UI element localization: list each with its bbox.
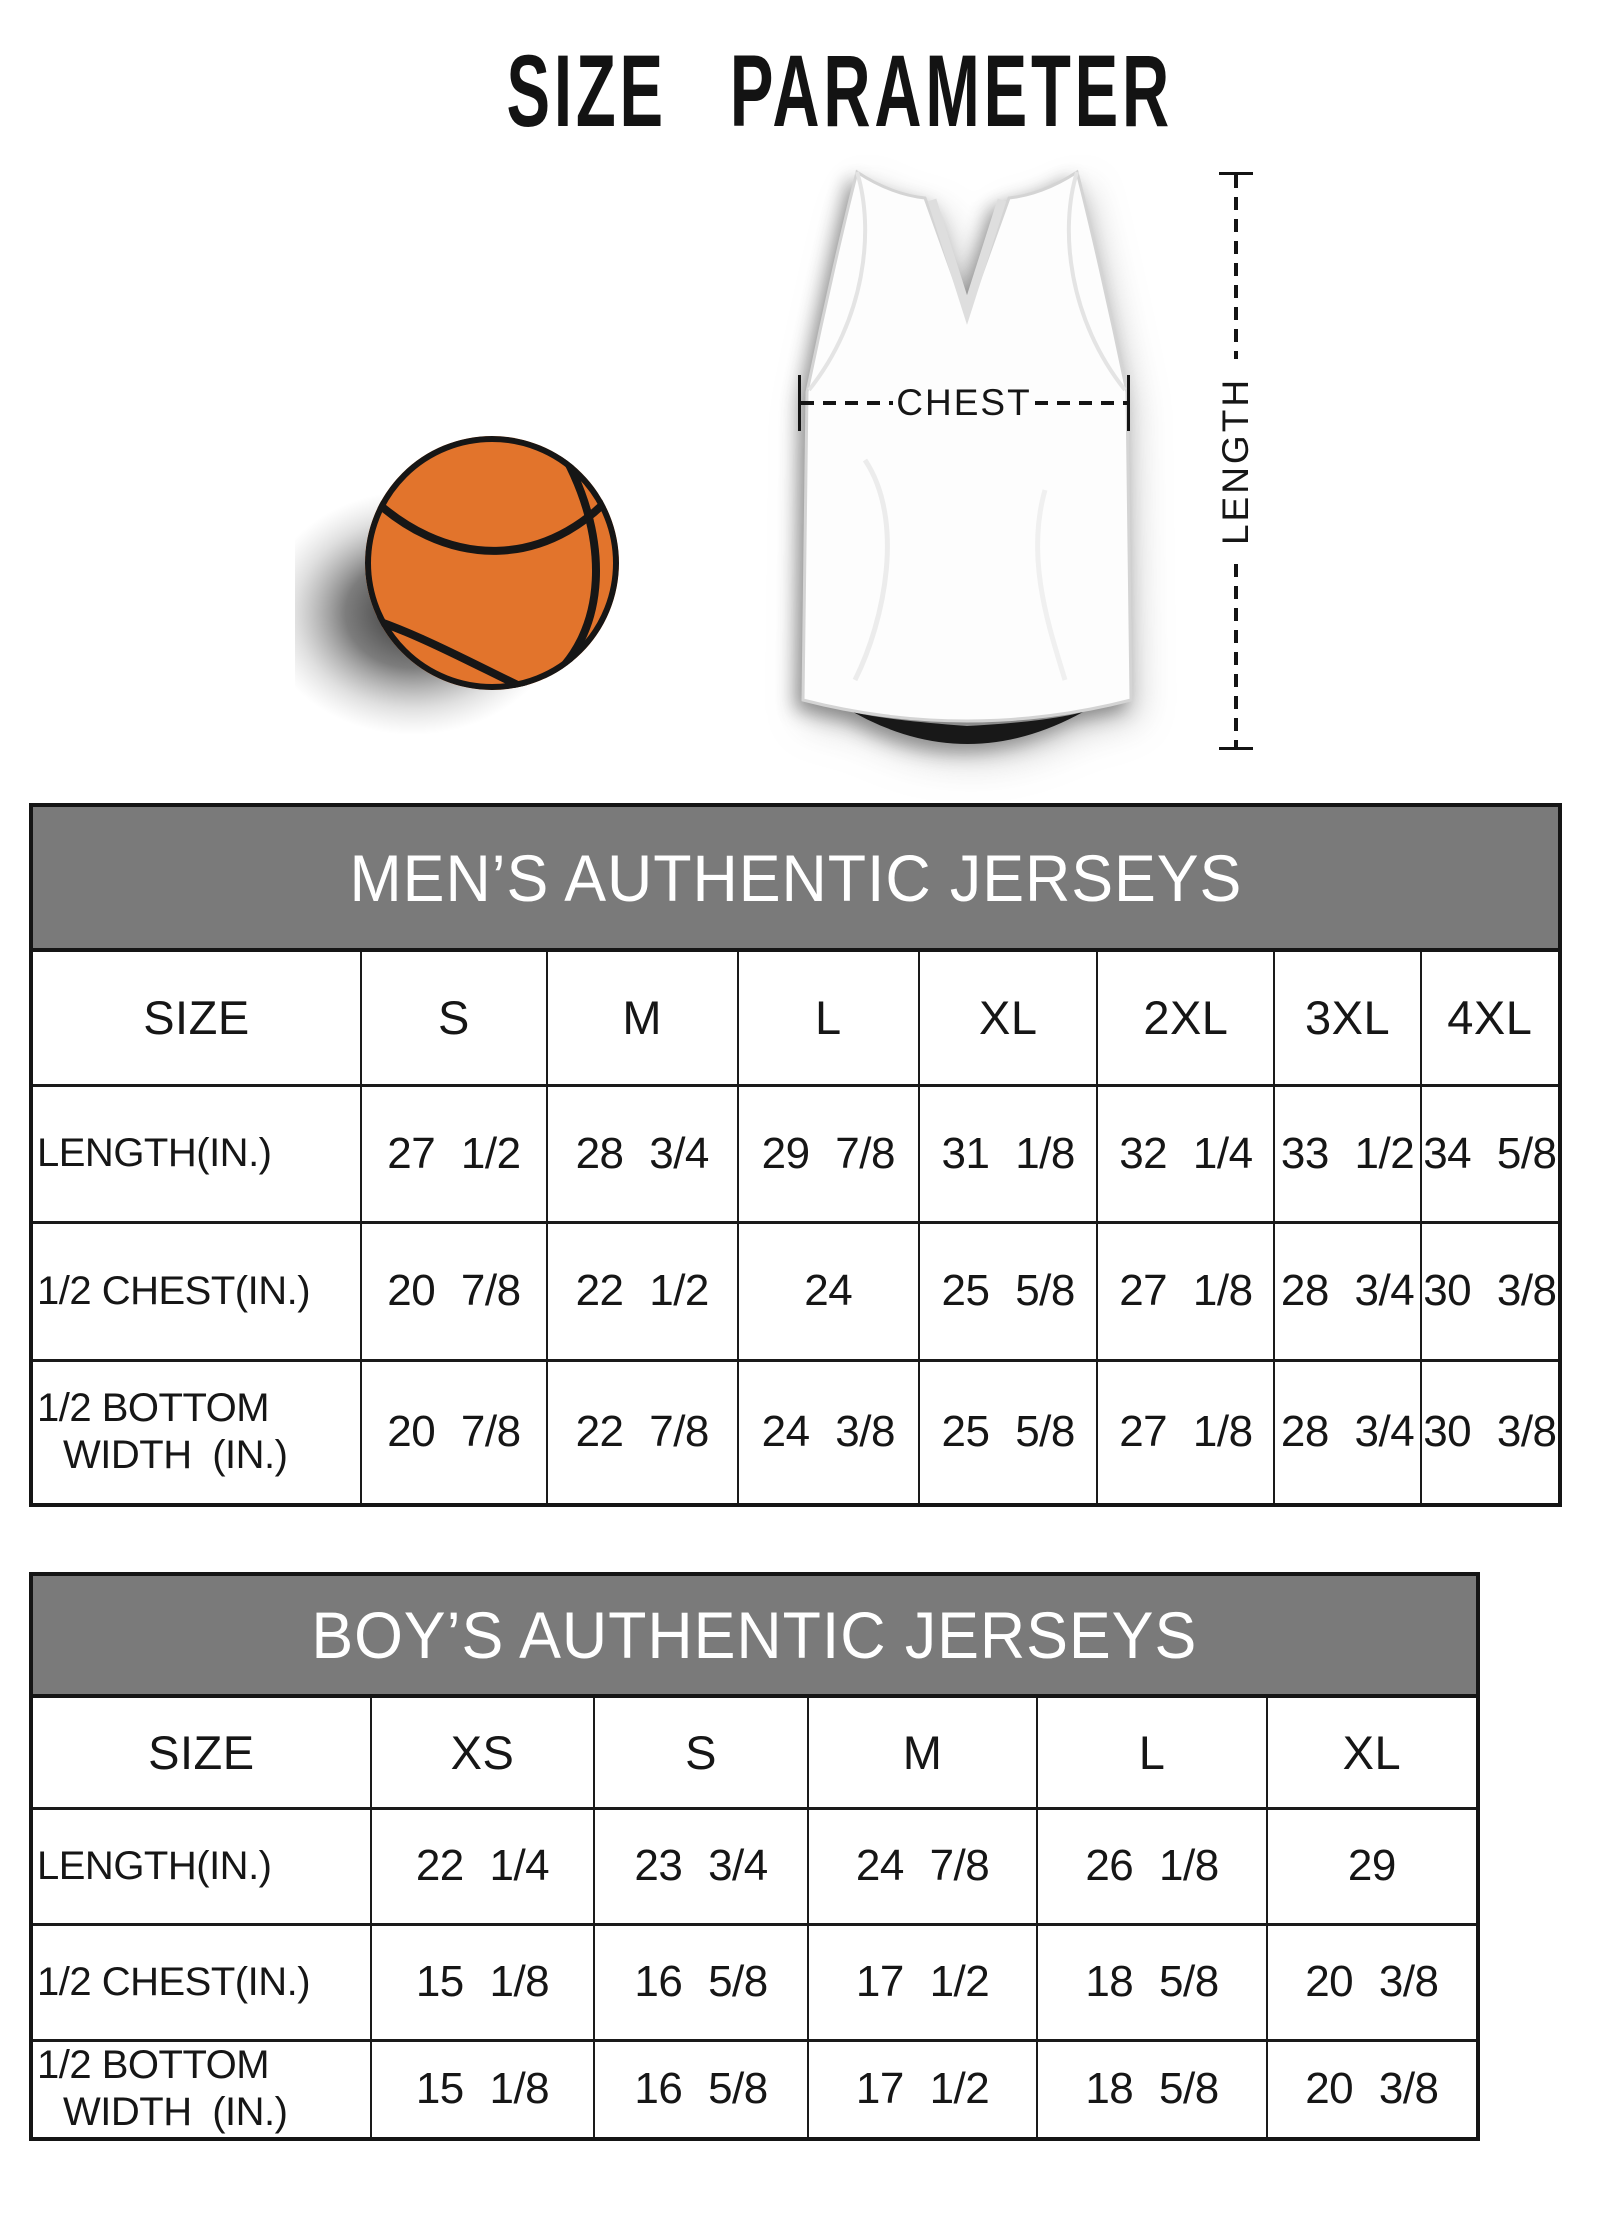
value-cell: 27 1/2 — [361, 1085, 547, 1222]
size-col-cell: M — [808, 1698, 1037, 1808]
value-cell: 27 1/8 — [1097, 1222, 1274, 1360]
boys-bottom-width-row — [33, 2040, 1476, 2137]
size-col-cell: L — [738, 952, 919, 1085]
chest-label: CHEST — [896, 382, 1032, 423]
size-col-cell: 3XL — [1274, 952, 1420, 1085]
value-cell: 22 7/8 — [547, 1360, 738, 1503]
mens-bottom-width-row — [33, 1360, 1558, 1503]
value-cell: 31 1/8 — [919, 1085, 1097, 1222]
size-col-cell: XL — [1267, 1698, 1476, 1808]
size-header-cell: SIZE — [33, 952, 361, 1085]
value-cell: 18 5/8 — [1037, 2040, 1266, 2137]
value-cell: 24 3/8 — [738, 1360, 919, 1503]
value-cell: 29 — [1267, 1808, 1476, 1924]
row-label — [33, 2040, 371, 2137]
size-col-cell: L — [1037, 1698, 1266, 1808]
value-cell: 28 3/4 — [1274, 1222, 1420, 1360]
length-measure-line — [1204, 172, 1268, 750]
length-label: LENGTH — [1215, 376, 1257, 546]
row-label — [33, 1360, 361, 1503]
size-col-cell: M — [547, 952, 738, 1085]
row-label-line1: 1/2 BOTTOM — [37, 2043, 270, 2088]
value-cell: 16 5/8 — [594, 1924, 808, 2040]
length-bottom-tick — [1219, 747, 1253, 750]
value-cell: 20 3/8 — [1267, 2040, 1476, 2137]
mens-size-row — [33, 952, 1558, 1085]
boys-table-header-bar — [33, 1576, 1476, 1698]
row-label: 1/2 CHEST(IN.) — [33, 1222, 361, 1360]
value-cell: 15 1/8 — [371, 2040, 595, 2137]
value-cell: 30 3/8 — [1421, 1222, 1558, 1360]
value-cell: 17 1/2 — [808, 1924, 1037, 2040]
row-label-line1: 1/2 BOTTOM — [37, 1386, 270, 1431]
value-cell: 15 1/8 — [371, 1924, 595, 2040]
boys-chest-row — [33, 1924, 1476, 2040]
value-cell: 24 — [738, 1222, 919, 1360]
basketball-icon — [295, 385, 655, 735]
size-header-cell: SIZE — [33, 1698, 371, 1808]
boys-table-title: BOY’S AUTHENTIC JERSEYS — [311, 1598, 1198, 1672]
size-col-cell: 2XL — [1097, 952, 1274, 1085]
row-label: LENGTH(IN.) — [33, 1085, 361, 1222]
value-cell: 33 1/2 — [1274, 1085, 1420, 1222]
value-cell: 25 5/8 — [919, 1360, 1097, 1503]
row-label: LENGTH(IN.) — [33, 1808, 371, 1924]
value-cell: 29 7/8 — [738, 1085, 919, 1222]
chest-measure-line — [798, 374, 1130, 432]
row-label-line2: WIDTH (IN.) — [63, 2090, 288, 2135]
mens-table-grid — [33, 952, 1558, 1503]
mens-table-header-bar — [33, 807, 1558, 952]
value-cell: 16 5/8 — [594, 2040, 808, 2137]
length-label-box — [1204, 359, 1268, 564]
mens-length-row — [33, 1085, 1558, 1222]
size-col-cell: 4XL — [1421, 952, 1558, 1085]
value-cell: 22 1/2 — [547, 1222, 738, 1360]
value-cell: 20 7/8 — [361, 1360, 547, 1503]
chest-right-tick — [1127, 375, 1130, 431]
value-cell: 20 7/8 — [361, 1222, 547, 1360]
value-cell: 28 3/4 — [1274, 1360, 1420, 1503]
value-cell: 28 3/4 — [547, 1085, 738, 1222]
page-title-text: SIZE PARAMETER — [506, 34, 1174, 148]
row-label-line2: WIDTH (IN.) — [63, 1433, 288, 1478]
value-cell: 26 1/8 — [1037, 1808, 1266, 1924]
boys-size-row — [33, 1698, 1476, 1808]
value-cell: 20 3/8 — [1267, 1924, 1476, 2040]
length-dash-bottom — [1234, 564, 1238, 748]
value-cell: 17 1/2 — [808, 2040, 1037, 2137]
value-cell: 22 1/4 — [371, 1808, 595, 1924]
value-cell: 27 1/8 — [1097, 1360, 1274, 1503]
mens-table-title: MEN’S AUTHENTIC JERSEYS — [349, 840, 1242, 915]
mens-size-table — [29, 803, 1562, 1507]
value-cell: 34 5/8 — [1421, 1085, 1558, 1222]
size-col-cell: S — [594, 1698, 808, 1808]
value-cell: 24 7/8 — [808, 1808, 1037, 1924]
chest-dash-left — [801, 401, 893, 405]
chest-dash-right — [1035, 401, 1127, 405]
boys-table-grid — [33, 1698, 1476, 2137]
size-col-cell: S — [361, 952, 547, 1085]
mens-chest-row — [33, 1222, 1558, 1360]
value-cell: 30 3/8 — [1421, 1360, 1558, 1503]
value-cell: 25 5/8 — [919, 1222, 1097, 1360]
length-dash-top — [1234, 175, 1238, 359]
value-cell: 18 5/8 — [1037, 1924, 1266, 2040]
size-col-cell: XL — [919, 952, 1097, 1085]
boys-length-row — [33, 1808, 1476, 1924]
value-cell: 32 1/4 — [1097, 1085, 1274, 1222]
boys-size-table — [29, 1572, 1480, 2141]
value-cell: 23 3/4 — [594, 1808, 808, 1924]
row-label: 1/2 CHEST(IN.) — [33, 1924, 371, 2040]
size-col-cell: XS — [371, 1698, 595, 1808]
jersey-image — [795, 160, 1140, 760]
page-title — [0, 36, 1600, 146]
